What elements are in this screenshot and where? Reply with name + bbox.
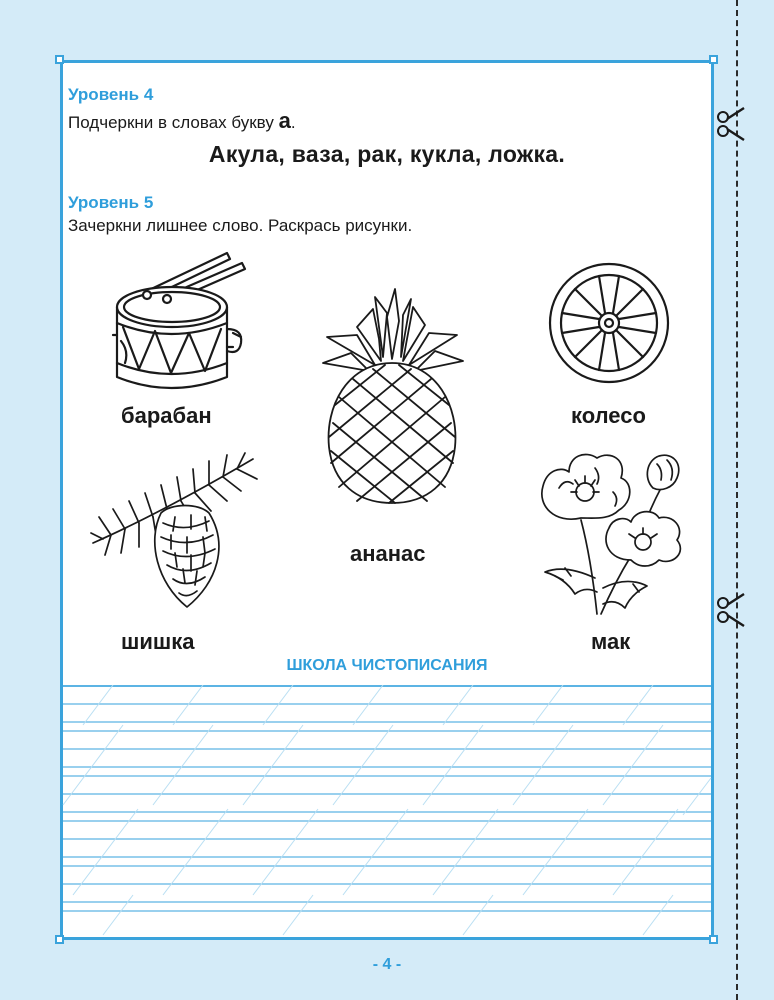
label-drum: барабан (121, 403, 212, 428)
page-number: - 4 - (372, 956, 402, 973)
wheel-illustration (547, 261, 671, 385)
label-wheel: колесо (571, 403, 646, 428)
scissors-icon (714, 590, 758, 630)
cut-line (736, 0, 738, 1000)
pine-cone-illustration (91, 453, 261, 613)
level-4-title: Уровень 4 (68, 85, 154, 104)
drum-illustration (109, 251, 259, 396)
pineapple-illustration (317, 287, 467, 509)
scissors-icon (714, 104, 758, 144)
target-letter: а (278, 108, 291, 133)
level-4-instruction-text: Подчеркни в словах букву (68, 113, 274, 132)
level-5-title: Уровень 5 (68, 193, 154, 212)
worksheet-frame (60, 60, 714, 940)
frame-corner-top-left (55, 55, 64, 64)
school-heading: ШКОЛА ЧИСТОПИСАНИЯ (286, 657, 488, 674)
frame-corner-bottom-left (55, 935, 64, 944)
label-pineapple: ананас (350, 541, 426, 566)
words-to-underline: Акула, ваза, рак, кукла, ложка. (208, 141, 566, 167)
frame-corner-bottom-right (709, 935, 718, 944)
poppy-illustration (535, 448, 687, 616)
level-5-instruction: Зачеркни лишнее слово. Раскрась рисунки. (68, 216, 413, 235)
frame-corner-top-right (709, 55, 718, 64)
level-4-instruction (68, 108, 296, 134)
label-pine-cone: шишка (121, 629, 195, 654)
instruction-dot: . (290, 113, 296, 132)
handwriting-lines[interactable] (63, 685, 711, 937)
label-poppy: мак (591, 629, 631, 654)
